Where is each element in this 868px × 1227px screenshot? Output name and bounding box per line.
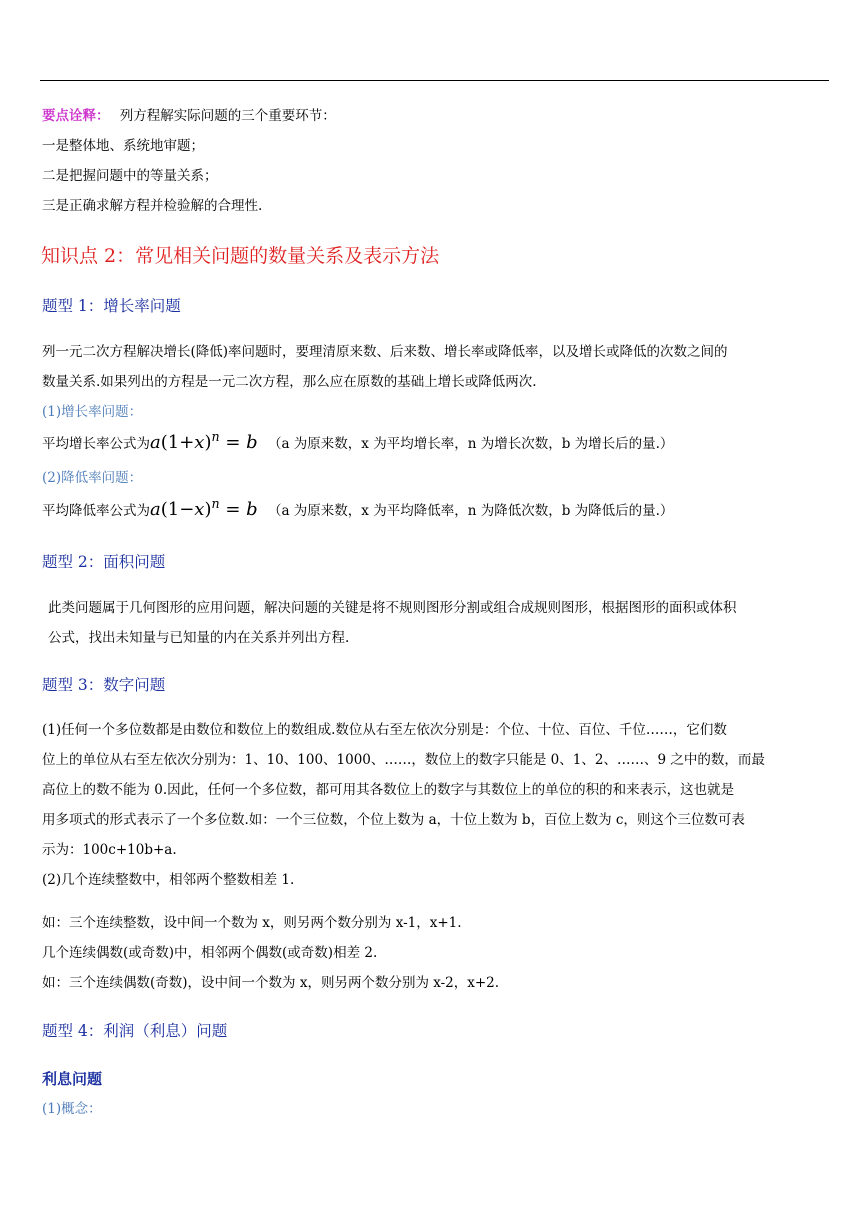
type3-line: 用多项式的形式表示了一个多位数.如：一个三位数，个位上数为 a，十位上数为 b，百位上数为 c，则这个三位数可表 xyxy=(42,812,745,828)
type3-line: 示为：100c+10b+a. xyxy=(42,842,177,858)
key-point-item: 三是正确求解方程并检验解的合理性. xyxy=(42,198,263,214)
decline-formula: $a(1-x)^n = b$ xyxy=(150,496,258,520)
growth-note: （a 为原来数，x 为平均增长率，n 为增长次数，b 为增长后的量.） xyxy=(267,436,674,452)
header-rule xyxy=(40,80,829,81)
type1-title: 题型 1：增长率问题 xyxy=(42,297,181,315)
interest-subtitle: 利息问题 xyxy=(42,1070,103,1088)
type2-title: 题型 2：面积问题 xyxy=(42,553,166,571)
key-points-intro: 列方程解实际问题的三个重要环节： xyxy=(119,108,336,124)
decline-formula-prefix: 平均降低率公式为 xyxy=(42,503,150,519)
type3-example: 几个连续偶数(或奇数)中，相邻两个偶数(或奇数)相差 2. xyxy=(42,945,378,961)
key-point-item: 二是把握问题中的等量关系； xyxy=(42,168,218,184)
type3-line: 位上的单位从右至左依次分别为：1、10、100、1000、……，数位上的数字只能是 0、1、2、……、9 之中的数，而最 xyxy=(42,752,765,768)
decline-subtitle: (2)降低率问题： xyxy=(42,470,143,486)
type2-para: 公式，找出未知量与已知量的内在关系并列出方程. xyxy=(48,630,350,646)
section-title: 知识点 2：常见相关问题的数量关系及表示方法 xyxy=(41,245,440,267)
type4-title: 题型 4：利润（利息）问题 xyxy=(42,1022,228,1040)
key-points-label: 要点诠释： xyxy=(42,108,110,124)
concept-label: (1)概念： xyxy=(42,1101,102,1117)
type3-line: 高位上的数不能为 0.因此，任何一个多位数，都可用其各数位上的数字与其数位上的单位的积的和来表示，这也就是 xyxy=(42,782,735,798)
type3-title: 题型 3：数字问题 xyxy=(42,676,166,694)
key-points-line xyxy=(42,107,336,125)
growth-subtitle: (1)增长率问题： xyxy=(42,404,143,420)
growth-formula-line xyxy=(42,429,674,453)
type1-para: 列一元二次方程解决增长(降低)率问题时，要理清原来数、后来数、增长率或降低率，以及增长或降低的次数之间的 xyxy=(42,344,728,360)
type3-example: 如：三个连续整数，设中间一个数为 x，则另两个数分别为 x-1，x+1. xyxy=(42,915,462,931)
type3-line: (1)任何一个多位数都是由数位和数位上的数组成.数位从右至左依次分别是：个位、十位、百位、千位……，它们数 xyxy=(42,722,727,738)
decline-note: （a 为原来数，x 为平均降低率，n 为降低次数，b 为降低后的量.） xyxy=(267,503,674,519)
growth-formula: $a(1+x)^n = b$ xyxy=(150,429,258,453)
decline-formula-line xyxy=(42,496,674,520)
growth-formula-prefix: 平均增长率公式为 xyxy=(42,436,150,452)
key-point-item: 一是整体地、系统地审题； xyxy=(42,138,204,154)
type3-line: (2)几个连续整数中，相邻两个整数相差 1. xyxy=(42,872,295,888)
type3-example: 如：三个连续偶数(奇数)，设中间一个数为 x，则另两个数分别为 x-2，x+2. xyxy=(42,975,500,991)
type2-para: 此类问题属于几何图形的应用问题，解决问题的关键是将不规则图形分割或组合成规则图形，根据图形的面积或体积 xyxy=(48,600,737,616)
type1-para: 数量关系.如果列出的方程是一元二次方程，那么应在原数的基础上增长或降低两次. xyxy=(42,374,537,390)
